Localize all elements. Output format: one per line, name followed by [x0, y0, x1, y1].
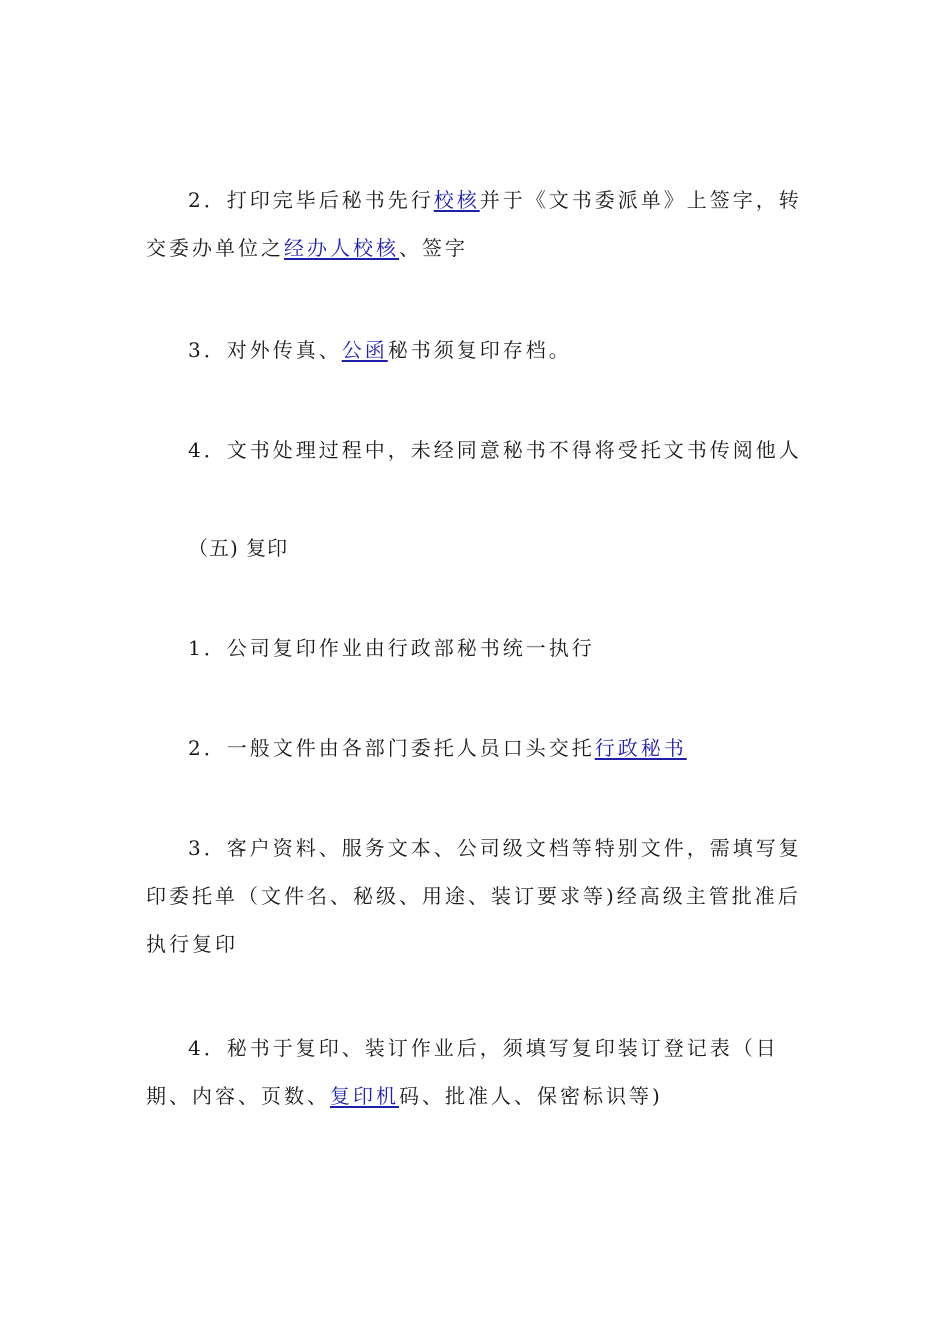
text-segment: 4．秘书于复印、装订作业后，须填写复印装订登记表（日期、内容、页数、 — [146, 1036, 779, 1108]
link-official-letter[interactable]: 公函 — [341, 338, 388, 362]
section-heading-copying — [188, 524, 854, 572]
text-segment: 秘书须复印存档。 — [387, 338, 572, 362]
text-segment: 3．对外传真、 — [188, 338, 342, 362]
paragraph-special-files — [146, 824, 812, 968]
link-copier[interactable]: 复印机 — [330, 1084, 399, 1108]
text-segment: 码、批准人、保密标识等) — [399, 1084, 663, 1108]
text-segment: 1．公司复印作业由行政部秘书统一执行 — [188, 636, 595, 660]
heading-text: （五) 复印 — [188, 536, 289, 560]
paragraph-fax-archive — [146, 326, 812, 374]
text-segment: 4．文书处理过程中，未经同意秘书不得将受托文书传阅他人 — [188, 438, 802, 462]
text-segment: 、签字 — [399, 236, 468, 260]
paragraph-copying-unified — [146, 624, 812, 672]
paragraph-proofread-sign — [146, 176, 812, 272]
text-segment: 并于《文书委派单》上签字，转交委办单位之 — [146, 188, 802, 260]
link-admin-secretary[interactable]: 行政秘书 — [594, 736, 687, 760]
link-handler-proofread[interactable]: 经办人校核 — [284, 236, 399, 260]
paragraph-general-files — [146, 724, 812, 772]
text-segment: 2．一般文件由各部门委托人员口头交托 — [188, 736, 595, 760]
text-segment: 2．打印完毕后秘书先行 — [188, 188, 434, 212]
paragraph-confidential — [146, 426, 812, 474]
link-proofread[interactable]: 校核 — [433, 188, 480, 212]
paragraph-copy-register — [146, 1024, 812, 1120]
text-segment: 3．客户资料、服务文本、公司级文档等特别文件，需填写复印委托单（文件名、秘级、用途、装订要求等)经高级主管批准后执行复印 — [146, 836, 802, 956]
